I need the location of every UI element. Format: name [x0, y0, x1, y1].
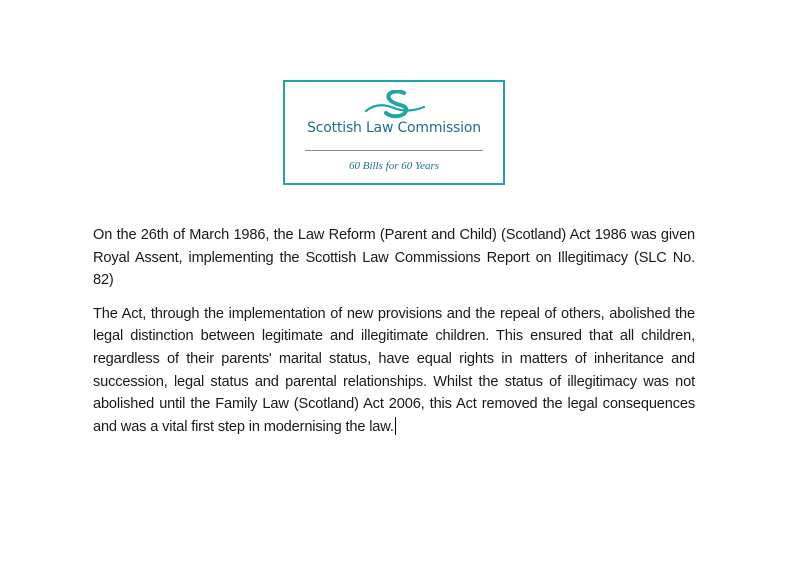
paragraph-royal-assent: On the 26th of March 1986, the Law Reform (Parent and Child) (Scotland) Act 1986 was given Royal Assent, implementing the Scottish Law Commissions Report on Illegitimacy (SLC No. 82)	[93, 227, 695, 289]
organisation-name: Scottish Law Commission	[307, 120, 481, 136]
document-body[interactable]	[93, 224, 695, 449]
scottish-law-commission-logo	[283, 80, 505, 185]
slc-swirl-icon	[360, 90, 430, 120]
text-cursor	[395, 417, 396, 435]
logo-divider	[305, 150, 483, 151]
logo-tagline: 60 Bills for 60 Years	[348, 160, 440, 172]
paragraph-act-effects	[93, 303, 695, 439]
paragraph-act-effects-text: The Act, through the implementation of new provisions and the repeal of others, abolished the legal distinction between legitimate and illegitimate children. This ensured that all children, regardless of their parents' marital status, have equal rights in matters of inheritance and succession, legal status and parental relationships. Whilst the status of illegitimacy was not abolished until the Family Law (Scotland) Act 2006, this Act removed the legal consequences and was a vital first step in modernising the law.	[93, 305, 695, 435]
